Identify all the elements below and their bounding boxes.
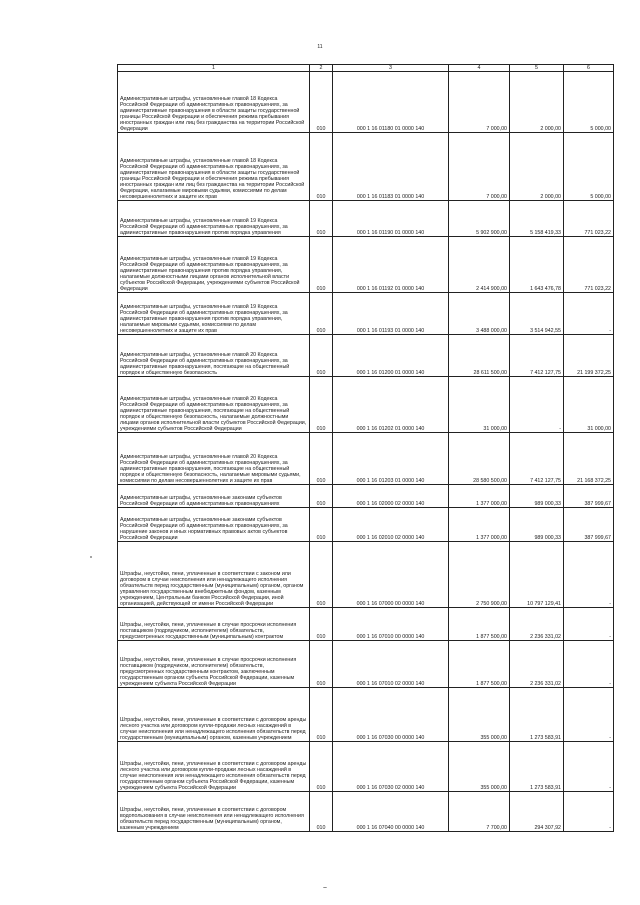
table-row [118,485,614,508]
row-value-col5: 2 236 331,02 [510,608,564,641]
row-value-col6: - [564,542,614,608]
row-name: Административные штрафы, установленные главой 19 Кодекса Российской Федерации об административных правонарушениях, за административные правонарушения против порядка управления, налагаемые должностными лицами органов исполнительной власти субъектов Российской Федерации, учреждениями субъектов Российской Федерации [118,237,310,293]
row-budget-code: 000 1 16 01202 01 0000 140 [333,377,449,433]
table-row [118,508,614,542]
row-budget-code: 000 1 16 07040 00 0000 140 [333,792,449,832]
row-line-code: 010 [310,201,333,237]
row-name: Штрафы, неустойки, пени, уплаченные в случае просрочки исполнения поставщиком (подрядчиком, исполнителем) обязательств, предусмотренных государственным (муниципальным) контрактом [118,608,310,641]
row-value-col5: 2 000,00 [510,72,564,133]
row-budget-code: 000 1 16 01200 01 0000 140 [333,335,449,377]
column-number-2: 2 [310,65,333,72]
table-row [118,335,614,377]
row-line-code: 010 [310,608,333,641]
row-value-col6: 387 999,67 [564,508,614,542]
table-row [118,742,614,792]
row-value-col6: 771 023,22 [564,201,614,237]
row-name: Административные штрафы, установленные главой 18 Кодекса Российской Федерации об административных правонарушениях, за административные правонарушения в области защиты государственной границы Российской Федерации и обеспечения режима пребывания иностранных граждан или лиц без гражданства на территории Российской Федерации, налагаемые мировыми судьями, комиссиями по делам несовершеннолетних и защите их прав [118,133,310,201]
row-budget-code: 000 1 16 01190 01 0000 140 [333,201,449,237]
table-row [118,237,614,293]
row-value-col5: 989 000,33 [510,485,564,508]
row-budget-code: 000 1 16 07010 02 0000 140 [333,641,449,688]
row-value-col6: 21 199 372,25 [564,335,614,377]
row-value-col6: - [564,608,614,641]
row-line-code: 010 [310,377,333,433]
table-row [118,133,614,201]
row-value-col4: 31 000,00 [449,377,510,433]
row-value-col4: 355 000,00 [449,742,510,792]
row-name: Административные штрафы, установленные законами субъектов Российской Федерации об административных правонарушениях, за нарушение законов и иных нормативных правовых актов субъектов Российской Федерации [118,508,310,542]
row-name: Штрафы, неустойки, пени, уплаченные в соответствии с договором водопользования в случае неисполнения или ненадлежащего исполнения обязательств перед государственным (муниципальным) органом, казенным учреждением [118,792,310,832]
table-row [118,792,614,832]
table-row [118,201,614,237]
row-line-code: 010 [310,742,333,792]
report-table [117,64,614,832]
row-value-col4: 2 414 900,00 [449,237,510,293]
row-line-code: 010 [310,335,333,377]
row-budget-code: 000 1 16 01193 01 0000 140 [333,293,449,335]
table-row [118,293,614,335]
row-name: Административные штрафы, установленные законами субъектов Российской Федерации об административных правонарушениях [118,485,310,508]
row-value-col5: 989 000,33 [510,508,564,542]
row-name: Штрафы, неустойки, пени, уплаченные в случае просрочки исполнения поставщиком (подрядчиком, исполнителем) обязательств, предусмотренных государственным контрактом, заключенным государственным органом субъекта Российской Федерации, казенным учреждением субъекта Российской Федерации [118,641,310,688]
row-value-col4: 7 000,00 [449,133,510,201]
row-name: Штрафы, неустойки, пени, уплаченные в соответствии с договором аренды лесного участка или договором купли-продажи лесных насаждений в случае неисполнения или ненадлежащего исполнения обязательств перед государственным (муниципальным) органом, казенным учреждением [118,688,310,742]
row-value-col4: 28 611 500,00 [449,335,510,377]
column-number-6: 6 [564,65,614,72]
table-row [118,608,614,641]
row-line-code: 010 [310,688,333,742]
row-name: Административные штрафы, установленные главой 20 Кодекса Российской Федерации об административных правонарушениях, за административные правонарушения, посягающие на общественный порядок и общественную безопасность, налагаемые мировыми судьями, комиссиями по делам несовершеннолетних и защите их прав [118,433,310,485]
row-value-col6: - [564,293,614,335]
row-value-col6: 5 000,00 [564,133,614,201]
row-budget-code: 000 1 16 01192 01 0000 140 [333,237,449,293]
row-value-col6: 771 023,22 [564,237,614,293]
row-budget-code: 000 1 16 07030 02 0000 140 [333,742,449,792]
row-value-col5: 3 514 942,55 [510,293,564,335]
row-line-code: 010 [310,293,333,335]
row-budget-code: 000 1 16 02010 02 0000 140 [333,508,449,542]
row-value-col6: - [564,688,614,742]
row-value-col5: 2 000,00 [510,133,564,201]
column-number-row [118,65,614,72]
column-number-4: 4 [449,65,510,72]
row-value-col6: 21 168 372,25 [564,433,614,485]
row-budget-code: 000 1 16 07030 00 0000 140 [333,688,449,742]
row-value-col5: 1 643 476,78 [510,237,564,293]
row-value-col5: 10 797 129,41 [510,542,564,608]
table-row [118,377,614,433]
row-value-col6: 5 000,00 [564,72,614,133]
row-value-col5: 294 307,92 [510,792,564,832]
page-number: 11 [317,44,323,50]
row-value-col5: 1 273 583,91 [510,688,564,742]
row-value-col5: 7 412 127,75 [510,433,564,485]
row-line-code: 010 [310,433,333,485]
row-name: Штрафы, неустойки, пени, уплаченные в соответствии с договором аренды лесного участка или договором купли-продажи лесных насаждений в случае неисполнения или ненадлежащего исполнения обязательств перед государственным органом субъекта Российской Федерации, казенным учреждением субъекта Российской Федерации [118,742,310,792]
row-name: Административные штрафы, установленные главой 20 Кодекса Российской Федерации об административных правонарушениях, за административные правонарушения, посягающие на общественный порядок и общественную безопасность [118,335,310,377]
row-value-col4: 5 902 900,00 [449,201,510,237]
column-number-5: 5 [510,65,564,72]
row-value-col4: 7 700,00 [449,792,510,832]
scan-speck [323,887,327,888]
row-name: Административные штрафы, установленные главой 19 Кодекса Российской Федерации об административных правонарушениях, за административные правонарушения против порядка управления [118,201,310,237]
row-value-col4: 355 000,00 [449,688,510,742]
row-budget-code: 000 1 16 01180 01 0000 140 [333,72,449,133]
table-row [118,688,614,742]
row-value-col5: 1 273 583,91 [510,742,564,792]
row-value-col5: 5 158 419,33 [510,201,564,237]
row-value-col5: 7 412 127,75 [510,335,564,377]
row-value-col5: - [510,377,564,433]
row-value-col4: 1 377 000,00 [449,485,510,508]
row-budget-code: 000 1 16 01203 01 0000 140 [333,433,449,485]
row-budget-code: 000 1 16 07000 00 0000 140 [333,542,449,608]
row-budget-code: 000 1 16 02000 02 0000 140 [333,485,449,508]
row-value-col4: 7 000,00 [449,72,510,133]
row-value-col6: - [564,792,614,832]
row-budget-code: 000 1 16 07010 00 0000 140 [333,608,449,641]
column-number-3: 3 [333,65,449,72]
row-value-col6: - [564,742,614,792]
row-budget-code: 000 1 16 01183 01 0000 140 [333,133,449,201]
table-row [118,542,614,608]
row-value-col4: 1 877 500,00 [449,608,510,641]
scan-speck [90,556,92,558]
row-value-col4: 2 750 900,00 [449,542,510,608]
row-line-code: 010 [310,237,333,293]
row-name: Административные штрафы, установленные главой 20 Кодекса Российской Федерации об административных правонарушениях, за административные правонарушения, посягающие на общественный порядок и общественную безопасность, налагаемые должностными лицами органов исполнительной власти субъектов Российской Федерации, учреждениями субъектов Российской Федерации [118,377,310,433]
table-row [118,72,614,133]
row-line-code: 010 [310,792,333,832]
table-row [118,433,614,485]
table-row [118,641,614,688]
row-name: Штрафы, неустойки, пени, уплаченные в соответствии с законом или договором в случае неисполнения или ненадлежащего исполнения обязательств перед государственным (муниципальным) органом, органом управления государственным внебюджетным фондом, казенным учреждением, Центральным банком Российской Федерации, иной организацией, действующей от имени Российской Федерации [118,542,310,608]
row-value-col5: 2 236 331,02 [510,641,564,688]
row-line-code: 010 [310,508,333,542]
row-name: Административные штрафы, установленные главой 18 Кодекса Российской Федерации об административных правонарушениях, за административные правонарушения в области защиты государственной границы Российской Федерации и обеспечения режима пребывания иностранных граждан или лиц без гражданства на территории Российской Федерации [118,72,310,133]
row-name: Административные штрафы, установленные главой 19 Кодекса Российской Федерации об административных правонарушениях, за административные правонарушения против порядка управления, налагаемые мировыми судьями, комиссиями по делам несовершеннолетних и защите их прав [118,293,310,335]
row-value-col6: 387 999,67 [564,485,614,508]
row-value-col6: 31 000,00 [564,377,614,433]
row-line-code: 010 [310,641,333,688]
row-value-col6: - [564,641,614,688]
row-line-code: 010 [310,72,333,133]
row-line-code: 010 [310,485,333,508]
row-value-col4: 1 877 500,00 [449,641,510,688]
row-line-code: 010 [310,542,333,608]
column-number-1: 1 [118,65,310,72]
row-line-code: 010 [310,133,333,201]
row-value-col4: 1 377 000,00 [449,508,510,542]
row-value-col4: 28 580 500,00 [449,433,510,485]
row-value-col4: 3 488 000,00 [449,293,510,335]
